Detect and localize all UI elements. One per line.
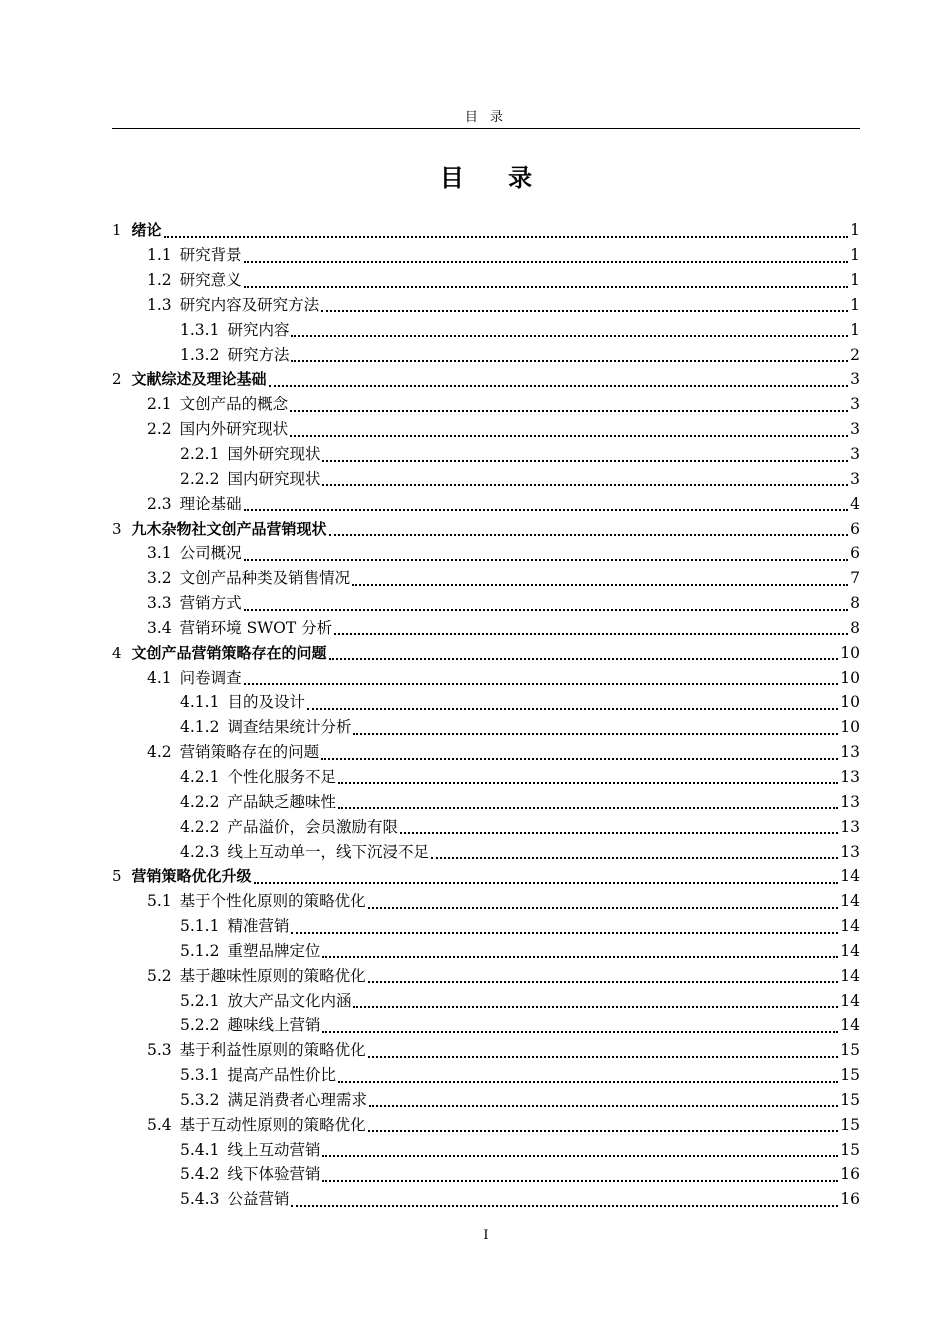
toc-entry-text: 基于利益性原则的策略优化 (179, 1041, 366, 1060)
toc-dot-leader (338, 806, 838, 809)
toc-entry-title (147, 743, 319, 761)
toc-entry-title (147, 594, 242, 612)
toc-entry-page: 2 (850, 345, 860, 364)
toc-dot-leader (291, 931, 838, 934)
toc-entry[interactable] (112, 268, 860, 293)
toc-entry-title (180, 843, 429, 861)
toc-entry-text: 满足消费者心理需求 (227, 1090, 367, 1109)
toc-entry[interactable] (112, 715, 860, 740)
toc-entry-page: 3 (850, 445, 860, 464)
toc-entry-page: 16 (840, 1190, 860, 1209)
toc-entry-number: 1.3.2 (180, 345, 220, 364)
toc-entry[interactable] (112, 963, 860, 988)
toc-dot-leader (244, 260, 848, 263)
toc-entry-text: 研究方法 (227, 345, 290, 364)
toc-dot-leader (290, 434, 848, 437)
toc-dot-leader (353, 732, 838, 735)
toc-entry-text: 线上互动营销 (227, 1140, 321, 1159)
toc-entry[interactable] (112, 466, 860, 491)
toc-entry-page: 10 (840, 668, 860, 687)
toc-entry-page: 10 (840, 693, 860, 712)
toc-entry-text: 公益营销 (227, 1190, 290, 1209)
toc-entry[interactable] (112, 740, 860, 765)
toc-entry-page: 3 (850, 469, 860, 488)
toc-entry-number: 5.2.1 (180, 991, 220, 1010)
toc-dot-leader (244, 682, 839, 685)
toc-entry-text: 文献综述及理论基础 (131, 370, 267, 389)
toc-entry-text: 国内外研究现状 (179, 420, 289, 439)
table-of-contents (112, 218, 860, 1212)
toc-dot-leader (322, 483, 848, 486)
toc-entry-title (147, 1041, 366, 1059)
page-title: 目 录 (439, 164, 551, 192)
toc-entry-text: 目的及设计 (227, 693, 305, 712)
toc-entry-number: 2 (112, 370, 122, 389)
toc-dot-leader (244, 558, 848, 561)
toc-dot-leader (244, 285, 848, 288)
toc-entry-title (147, 271, 242, 289)
toc-entry[interactable] (112, 317, 860, 342)
toc-entry-number: 1.1 (147, 246, 172, 265)
toc-entry[interactable] (112, 988, 860, 1013)
toc-entry[interactable] (112, 1162, 860, 1187)
toc-dot-leader (291, 1204, 838, 1207)
toc-entry[interactable] (112, 417, 860, 442)
toc-dot-leader (244, 608, 848, 611)
toc-entry-page: 14 (840, 941, 860, 960)
toc-entry-page: 13 (840, 792, 860, 811)
toc-entry-title (180, 693, 305, 711)
toc-dot-leader (353, 1005, 838, 1008)
toc-dot-leader (321, 757, 838, 760)
toc-entry-page: 10 (840, 718, 860, 737)
toc-entry-page: 1 (850, 246, 860, 265)
toc-entry-text: 调查结果统计分析 (227, 718, 352, 737)
toc-dot-leader (334, 632, 848, 635)
toc-entry-page: 16 (840, 1165, 860, 1184)
toc-entry-text: 研究内容 (227, 320, 290, 339)
toc-entry-page: 8 (850, 594, 860, 613)
toc-entry-title (180, 321, 289, 339)
toc-dot-leader (352, 583, 848, 586)
toc-entry[interactable] (112, 342, 860, 367)
toc-dot-leader (338, 781, 838, 784)
toc-entry-number: 5.4.2 (180, 1165, 220, 1184)
toc-dot-leader (164, 235, 848, 238)
toc-entry-title (180, 1190, 289, 1208)
toc-dot-leader (368, 1129, 839, 1132)
toc-entry-text: 提高产品性价比 (227, 1066, 336, 1085)
toc-entry-number: 3.1 (147, 544, 172, 563)
toc-entry-number: 5.1 (147, 892, 172, 911)
toc-entry-title (147, 296, 319, 314)
toc-entry-title (180, 768, 336, 786)
toc-entry-number: 3.3 (147, 594, 172, 613)
toc-entry[interactable] (112, 690, 860, 715)
toc-entry-title (112, 644, 327, 662)
toc-dot-leader (368, 1055, 839, 1058)
toc-entry-page: 3 (850, 420, 860, 439)
toc-entry-title (147, 892, 366, 910)
toc-entry-page: 6 (850, 519, 860, 538)
toc-entry-number: 5.2.2 (180, 1016, 220, 1035)
toc-entry-number: 4.1 (147, 668, 172, 687)
toc-entry[interactable] (112, 665, 860, 690)
toc-entry[interactable] (112, 367, 860, 392)
toc-entry-page: 1 (850, 221, 860, 240)
toc-entry-text: 营销策略优化升级 (131, 867, 252, 886)
toc-entry-text: 国外研究现状 (227, 445, 321, 464)
toc-entry-number: 5.4 (147, 1115, 172, 1134)
toc-dot-leader (400, 831, 838, 834)
toc-entry-number: 5.1.2 (180, 941, 220, 960)
toc-entry[interactable] (112, 1063, 860, 1088)
toc-entry-text: 营销环境 SWOT 分析 (179, 618, 333, 637)
toc-entry-number: 5.4.1 (180, 1140, 220, 1159)
toc-entry[interactable] (112, 864, 860, 889)
toc-entry-title (147, 420, 288, 438)
toc-dot-leader (322, 955, 838, 958)
toc-dot-leader (338, 1080, 838, 1083)
toc-entry-text: 文创产品营销策略存在的问题 (131, 643, 327, 662)
toc-dot-leader (322, 1179, 838, 1182)
toc-entry[interactable] (112, 442, 860, 467)
toc-entry-page: 7 (850, 569, 860, 588)
toc-entry[interactable] (112, 765, 860, 790)
toc-entry-page: 13 (840, 767, 860, 786)
toc-entry-number: 2.2 (147, 420, 172, 439)
toc-entry-text: 文创产品种类及销售情况 (179, 569, 351, 588)
header-rule (112, 128, 860, 129)
toc-entry-text: 问卷调查 (179, 668, 242, 687)
toc-entry-page: 6 (850, 544, 860, 563)
toc-entry[interactable] (112, 1112, 860, 1137)
toc-entry-text: 九木杂物社文创产品营销现状 (131, 519, 327, 538)
toc-dot-leader (329, 657, 839, 660)
toc-entry-number: 5.2 (147, 966, 172, 985)
toc-entry-title (180, 1165, 320, 1183)
toc-entry[interactable] (112, 914, 860, 939)
toc-entry-number: 1.2 (147, 271, 172, 290)
toc-dot-leader (322, 459, 848, 462)
toc-entry-number: 3 (112, 519, 122, 538)
toc-entry-title (180, 1016, 320, 1034)
toc-entry-page: 13 (840, 842, 860, 861)
toc-entry[interactable] (112, 591, 860, 616)
toc-entry-number: 4.2.2 (180, 792, 220, 811)
toc-entry-text: 产品缺乏趣味性 (227, 792, 336, 811)
toc-entry-number: 5.3.1 (180, 1066, 220, 1085)
toc-dot-leader (368, 906, 839, 909)
toc-entry-number: 4.2.2 (180, 817, 220, 836)
toc-dot-leader (244, 508, 848, 511)
toc-entry[interactable] (112, 392, 860, 417)
toc-entry[interactable] (112, 814, 860, 839)
toc-entry-title (112, 520, 327, 538)
toc-entry-title (147, 495, 242, 513)
toc-entry-number: 2.2.1 (180, 445, 220, 464)
toc-entry-number: 3.2 (147, 569, 172, 588)
toc-entry-text: 精准营销 (227, 917, 290, 936)
toc-entry[interactable] (112, 1137, 860, 1162)
toc-dot-leader (368, 980, 839, 983)
toc-entry-text: 线上互动单一，线下沉浸不足 (227, 842, 429, 861)
toc-entry-title (180, 445, 320, 463)
toc-entry-title (180, 917, 289, 935)
toc-entry[interactable] (112, 218, 860, 243)
toc-entry-number: 4.2.1 (180, 767, 220, 786)
toc-entry-text: 趣味线上营销 (227, 1016, 321, 1035)
toc-entry-title (147, 569, 350, 587)
toc-entry[interactable] (112, 616, 860, 641)
toc-entry-title (112, 221, 162, 239)
toc-entry-number: 5.3.2 (180, 1090, 220, 1109)
toc-entry-page: 15 (840, 1140, 860, 1159)
toc-entry-title (180, 346, 289, 364)
toc-entry-title (112, 370, 267, 388)
toc-entry-page: 3 (850, 370, 860, 389)
toc-entry-title (147, 544, 242, 562)
toc-entry-page: 15 (840, 1041, 860, 1060)
toc-entry[interactable] (112, 566, 860, 591)
toc-entry-title (147, 395, 288, 413)
toc-entry-number: 4.2 (147, 743, 172, 762)
toc-entry-text: 理论基础 (179, 494, 242, 513)
toc-entry-page: 1 (850, 295, 860, 314)
toc-entry-title (180, 942, 320, 960)
toc-entry[interactable] (112, 541, 860, 566)
toc-entry-page: 8 (850, 618, 860, 637)
toc-entry-page: 15 (840, 1066, 860, 1085)
toc-entry-text: 绪论 (131, 221, 162, 240)
toc-entry-page: 14 (840, 966, 860, 985)
toc-entry-text: 基于趣味性原则的策略优化 (179, 966, 366, 985)
toc-entry-title (147, 669, 242, 687)
toc-entry-title (147, 246, 242, 264)
toc-entry-title (180, 818, 398, 836)
toc-entry-text: 线下体验营销 (227, 1165, 321, 1184)
toc-entry-text: 营销方式 (179, 594, 242, 613)
toc-dot-leader (431, 856, 838, 859)
toc-entry-page: 15 (840, 1115, 860, 1134)
toc-dot-leader (329, 533, 848, 536)
toc-entry-title (147, 967, 366, 985)
toc-entry-title (112, 867, 252, 885)
toc-entry-number: 2.1 (147, 395, 172, 414)
toc-entry-page: 3 (850, 395, 860, 414)
toc-entry-number: 1 (112, 221, 122, 240)
toc-entry-text: 个性化服务不足 (227, 767, 336, 786)
toc-entry-text: 研究意义 (179, 271, 242, 290)
toc-entry-page: 1 (850, 271, 860, 290)
toc-entry-text: 基于个性化原则的策略优化 (179, 892, 366, 911)
toc-dot-leader (307, 707, 838, 710)
toc-entry-page: 14 (840, 991, 860, 1010)
toc-dot-leader (291, 334, 848, 337)
toc-entry[interactable] (112, 889, 860, 914)
toc-entry-number: 2.2.2 (180, 469, 220, 488)
toc-entry-title (180, 1066, 336, 1084)
toc-entry[interactable] (112, 1187, 860, 1212)
toc-entry-number: 5.4.3 (180, 1190, 220, 1209)
toc-entry-text: 营销策略存在的问题 (179, 743, 320, 762)
toc-entry-text: 公司概况 (179, 544, 242, 563)
toc-entry-number: 2.3 (147, 494, 172, 513)
toc-entry-text: 重塑品牌定位 (227, 941, 321, 960)
toc-entry-text: 国内研究现状 (227, 469, 321, 488)
toc-entry-title (180, 470, 320, 488)
toc-entry[interactable] (112, 789, 860, 814)
toc-dot-leader (369, 1104, 838, 1107)
toc-entry-number: 1.3 (147, 295, 172, 314)
toc-dot-leader (269, 384, 848, 387)
toc-entry-number: 5.1.1 (180, 917, 220, 936)
toc-entry-number: 4 (112, 643, 122, 662)
toc-entry-page: 14 (840, 917, 860, 936)
toc-entry[interactable] (112, 839, 860, 864)
toc-entry-page: 13 (840, 817, 860, 836)
toc-entry[interactable] (112, 1013, 860, 1038)
toc-entry-title (147, 1116, 366, 1134)
toc-entry-text: 研究背景 (179, 246, 242, 265)
toc-entry-page: 10 (840, 643, 860, 662)
toc-entry-text: 放大产品文化内涵 (227, 991, 352, 1010)
toc-entry-text: 基于互动性原则的策略优化 (179, 1115, 366, 1134)
toc-entry-page: 13 (840, 743, 860, 762)
toc-entry-page: 14 (840, 867, 860, 886)
toc-dot-leader (322, 1154, 838, 1157)
toc-entry-title (180, 793, 336, 811)
toc-entry-text: 研究内容及研究方法 (179, 295, 320, 314)
toc-dot-leader (321, 309, 848, 312)
toc-entry-number: 4.1.2 (180, 718, 220, 737)
toc-entry-page: 14 (840, 1016, 860, 1035)
running-header: 目 录 (464, 110, 508, 125)
toc-entry-title (180, 718, 351, 736)
toc-entry-page: 1 (850, 320, 860, 339)
toc-entry[interactable] (112, 491, 860, 516)
toc-entry[interactable] (112, 1088, 860, 1113)
toc-entry-text: 产品溢价，会员激励有限 (227, 817, 398, 836)
toc-entry-page: 4 (850, 494, 860, 513)
toc-entry[interactable] (112, 640, 860, 665)
toc-entry-number: 4.1.1 (180, 693, 220, 712)
toc-entry[interactable] (112, 243, 860, 268)
toc-dot-leader (254, 881, 839, 884)
toc-dot-leader (290, 409, 848, 412)
toc-entry-page: 15 (840, 1090, 860, 1109)
toc-dot-leader (291, 359, 848, 362)
toc-entry[interactable] (112, 516, 860, 541)
toc-entry-title (180, 1141, 320, 1159)
toc-entry-title (147, 619, 332, 637)
page-number: I (483, 1228, 489, 1243)
toc-dot-leader (322, 1030, 838, 1033)
toc-entry-page: 14 (840, 892, 860, 911)
toc-entry-number: 4.2.3 (180, 842, 220, 861)
toc-entry-number: 1.3.1 (180, 320, 220, 339)
toc-entry-title (180, 992, 351, 1010)
toc-entry[interactable] (112, 293, 860, 318)
toc-entry-number: 5.3 (147, 1041, 172, 1060)
toc-entry-text: 文创产品的概念 (179, 395, 289, 414)
toc-entry-title (180, 1091, 367, 1109)
toc-entry-number: 3.4 (147, 618, 172, 637)
toc-entry[interactable] (112, 938, 860, 963)
toc-entry[interactable] (112, 1038, 860, 1063)
toc-entry-number: 5 (112, 867, 122, 886)
